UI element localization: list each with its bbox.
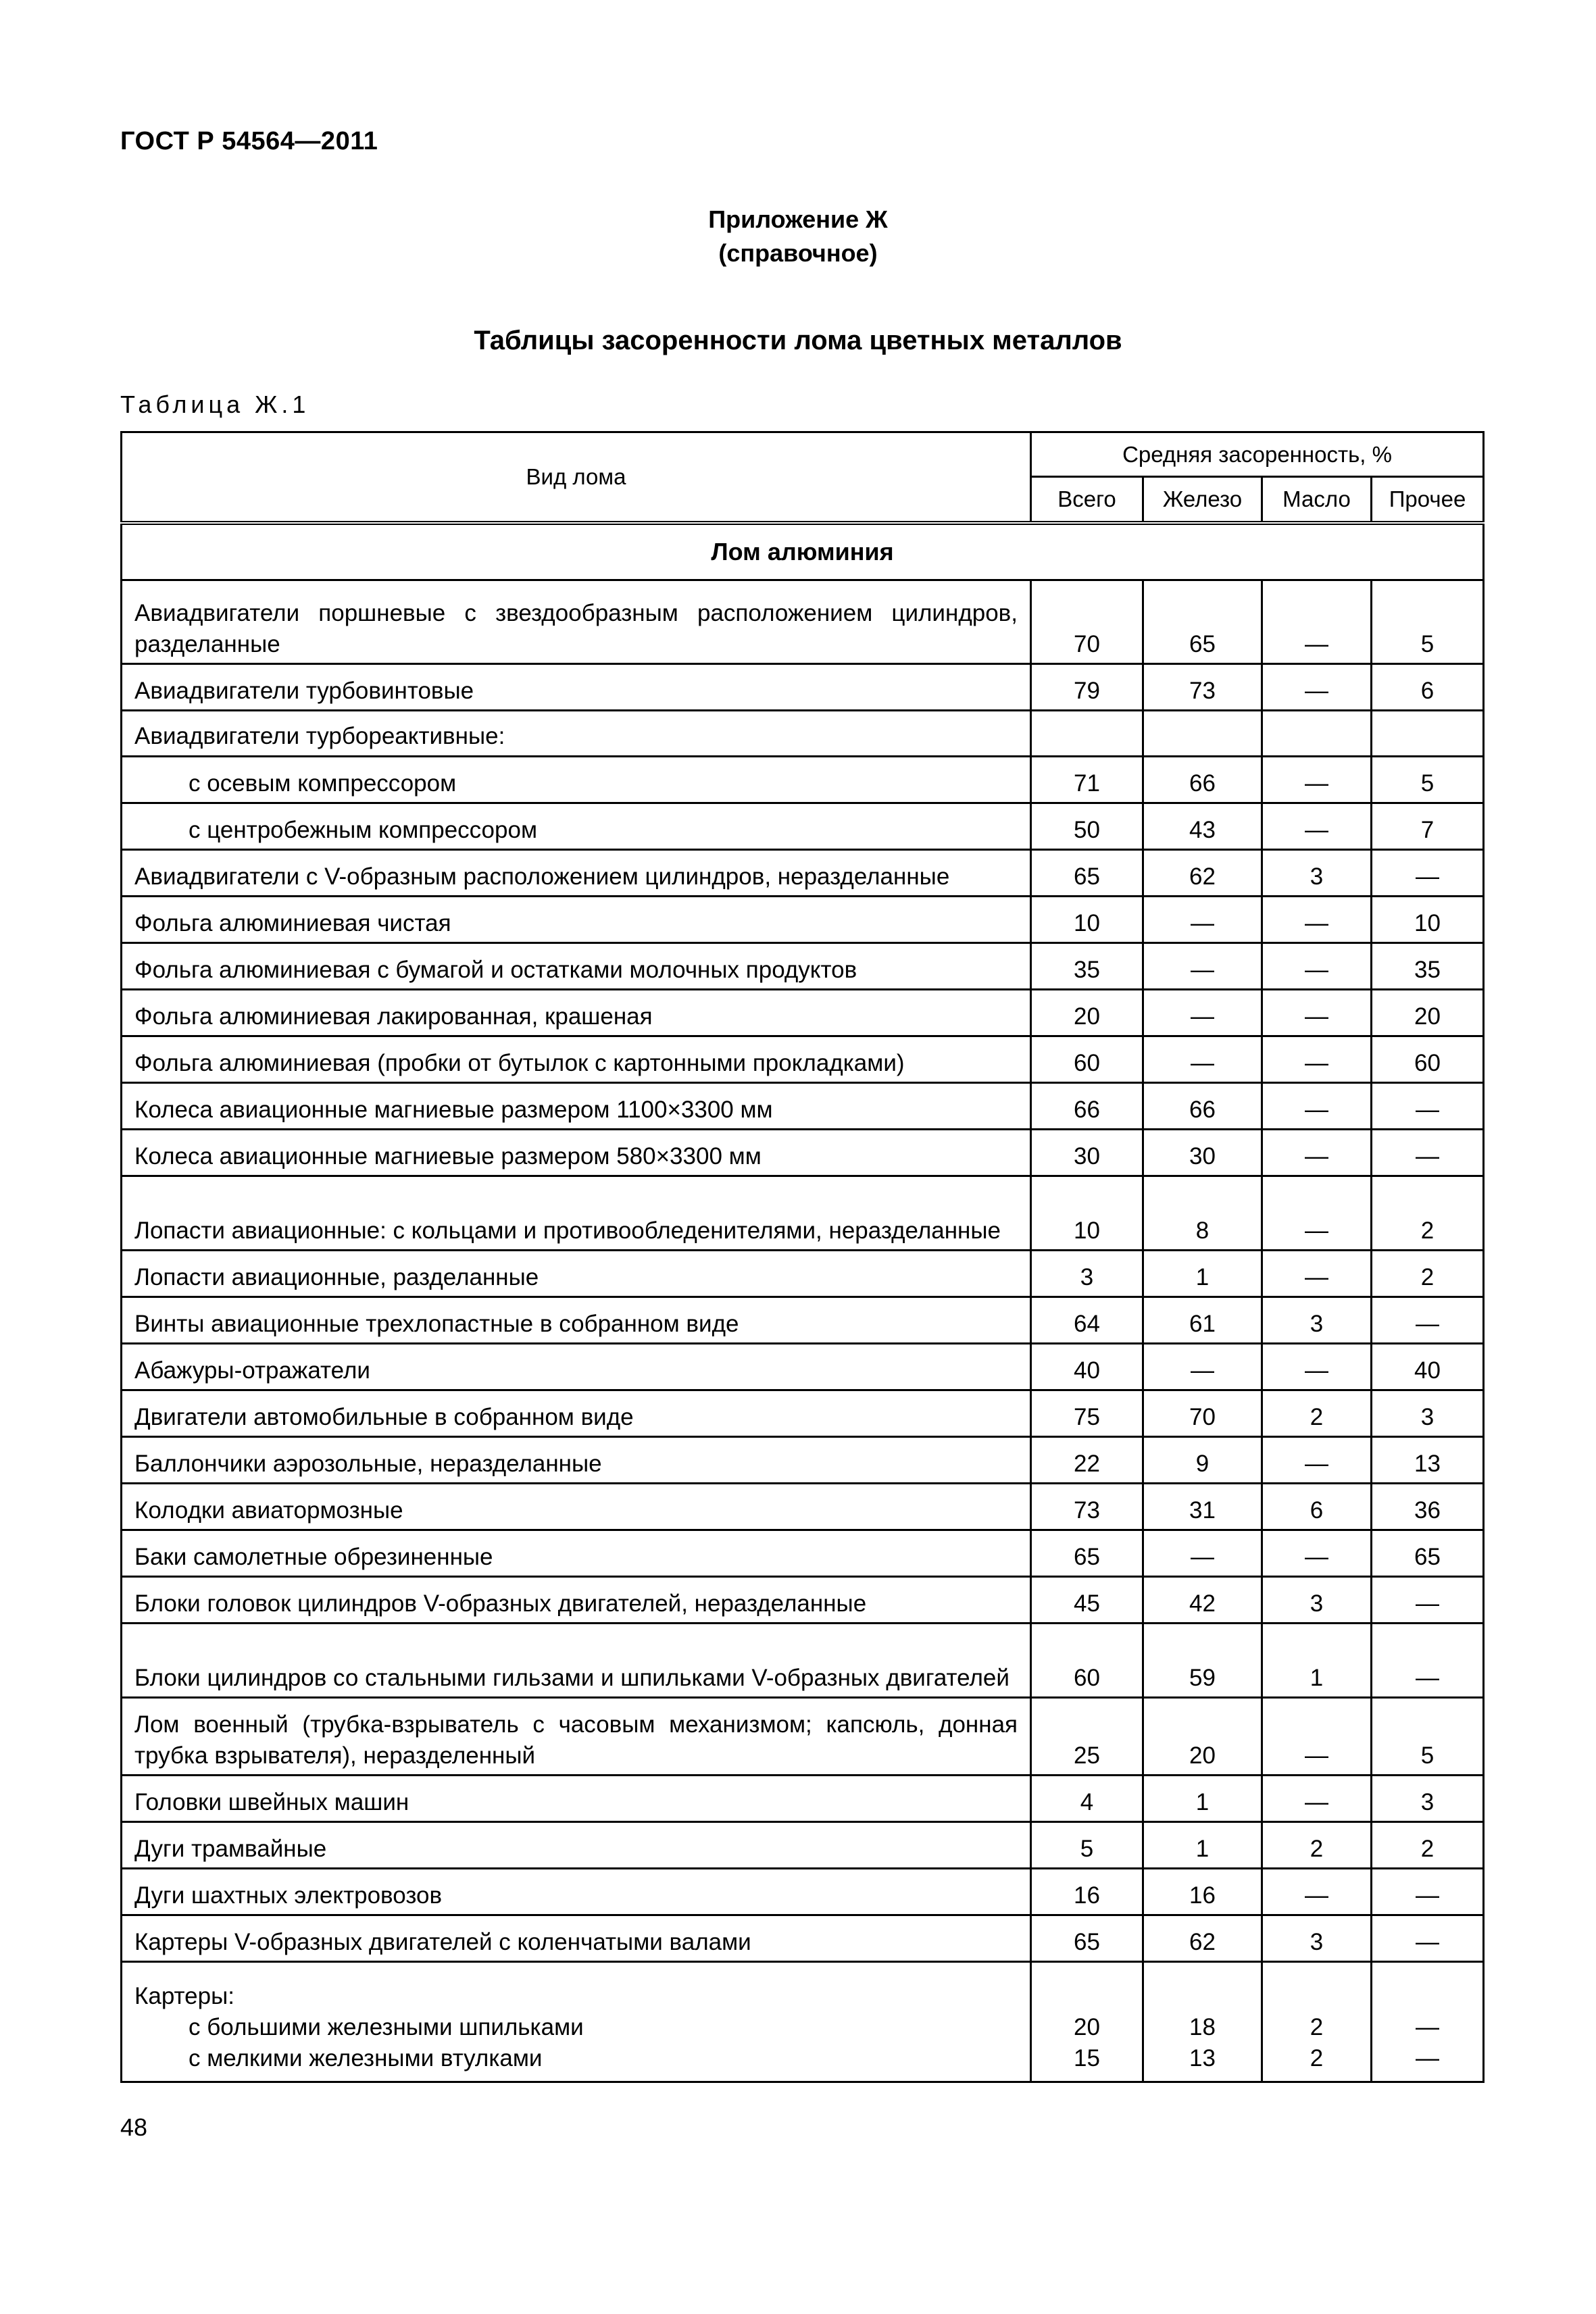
cell-oil: 3 [1262,1297,1372,1343]
cell-scrap-type [122,1576,1031,1623]
cell-total: 65 [1031,1530,1143,1576]
cell-iron [1143,710,1262,756]
column-header-group: Средняя засоренность, % [1031,432,1484,477]
cell-oil: 2 [1262,1821,1372,1868]
cell-scrap-type [122,663,1031,710]
table-row [122,1390,1484,1436]
scrap-type-text: Лопасти авиационные: с кольцами и противообледенителями, неразделанные [134,1217,1001,1244]
table-row [122,1343,1484,1390]
cell-iron: 9 [1143,1436,1262,1483]
cell-scrap-type [122,1775,1031,1821]
cell-oil: — [1262,1775,1372,1821]
scrap-type-text: с осевым компрессором [189,770,457,797]
cell-other: 35 [1372,942,1484,989]
table-row [122,1576,1484,1623]
cell-other: — [1372,1297,1484,1343]
scrap-type-text: Фольга алюминиевая с бумагой и остатками молочных продуктов [134,956,857,983]
document-code: ГОСТ Р 54564—2011 [120,127,378,155]
cell-iron: 30 [1143,1129,1262,1176]
cell-other: 40 [1372,1343,1484,1390]
table-row [122,580,1484,663]
table-row [122,1036,1484,1082]
table-row [122,1483,1484,1530]
scrap-type-text: Баки самолетные обрезиненные [134,1543,493,1570]
cell-scrap-type [122,1297,1031,1343]
group-item-value: 20 [1074,2013,1100,2040]
table-row [122,1176,1484,1250]
cell-scrap-type [122,1436,1031,1483]
cell-iron: 16 [1143,1868,1262,1915]
table-row [122,849,1484,896]
scrap-type-text: Авиадвигатели турбореактивные: [134,722,505,749]
scrap-type-text: Фольга алюминиевая чистая [134,909,451,936]
cell-other: — [1372,849,1484,896]
scrap-type-text: Колеса авиационные магниевые размером 580×3300 мм [134,1142,762,1169]
table-row [122,1868,1484,1915]
cell-oil: 3 [1262,1915,1372,1961]
cell-scrap-type [122,580,1031,663]
cell-other: — [1372,1082,1484,1129]
cell-scrap-type [122,1821,1031,1868]
scrap-type-text: Лом военный (трубка-взрыватель с часовым механизмом; капсюль, донная трубка взрывателя), неразделенный [134,1711,1018,1769]
cell-total: 75 [1031,1390,1143,1436]
cell-total: 16 [1031,1868,1143,1915]
cell-iron: 42 [1143,1576,1262,1623]
cell-oil: 2 [1262,1390,1372,1436]
cell-total: 10 [1031,1176,1143,1250]
cell-scrap-type [122,1697,1031,1775]
cell-total: 5 [1031,1821,1143,1868]
cell-scrap-type [122,1390,1031,1436]
cell-oil: — [1262,580,1372,663]
cell-scrap-type [122,1176,1031,1250]
cell-iron: 62 [1143,849,1262,896]
scrap-type-text: Блоки головок цилиндров V-образных двигателей, неразделанные [134,1590,867,1617]
cell-other: — [1372,1129,1484,1176]
scrap-type-text: Винты авиационные трехлопастные в собранном виде [134,1310,739,1337]
cell-scrap-type [122,710,1031,756]
group-item-value: 13 [1189,2044,1216,2071]
cell-other: 2 [1372,1176,1484,1250]
cell-other: 2 [1372,1250,1484,1297]
cell-total: 60 [1031,1623,1143,1697]
cell-other: 10 [1372,896,1484,942]
cell-total: 65 [1031,1915,1143,1961]
cell-other: 6 [1372,663,1484,710]
cell-iron: — [1143,896,1262,942]
cell-oil: — [1262,1036,1372,1082]
cell-scrap-type [122,756,1031,803]
scrap-type-text: Блоки цилиндров со стальными гильзами и шпильками V-образных двигателей [134,1664,1009,1691]
cell-total: 70 [1031,580,1143,663]
cell-total: 64 [1031,1297,1143,1343]
cell-scrap-type [122,1961,1031,2082]
scrap-type-text: Фольга алюминиевая (пробки от бутылок с картонными прокладками) [134,1049,905,1076]
page-number: 48 [120,2113,148,2141]
cell-scrap-type [122,849,1031,896]
scrap-type-text: Колодки авиатормозные [134,1496,403,1524]
scrap-type-text: Картеры V-образных двигателей с коленчатыми валами [134,1928,751,1955]
column-header-iron: Железо [1143,477,1262,523]
cell-scrap-type [122,1343,1031,1390]
cell-total [1031,710,1143,756]
appendix-heading [0,203,1596,270]
scrap-type-text: Дуги трамвайные [134,1835,327,1862]
scrap-type-text: Головки швейных машин [134,1788,409,1815]
cell-iron: 73 [1143,663,1262,710]
table-row [122,942,1484,989]
cell-oil: 1 [1262,1623,1372,1697]
cell-iron: 70 [1143,1390,1262,1436]
cell-oil: — [1262,989,1372,1036]
table-row [122,663,1484,710]
cell-oil: — [1262,663,1372,710]
group-item: с большими железными шпильками [189,2013,584,2040]
cell-scrap-type [122,1623,1031,1697]
cell-oil: — [1262,1436,1372,1483]
cell-iron: 1 [1143,1775,1262,1821]
appendix-subtitle: (справочное) [718,239,878,267]
cell-other: 20 [1372,989,1484,1036]
scrap-type-text: Абажуры-отражатели [134,1357,370,1384]
group-item-value: 18 [1189,2013,1216,2040]
table-row [122,1821,1484,1868]
cell-scrap-type [122,803,1031,849]
table-row [122,1436,1484,1483]
cell-oil: — [1262,1250,1372,1297]
scrap-type-text: Баллончики аэрозольные, неразделанные [134,1450,602,1477]
table-row [122,1915,1484,1961]
cell-other: 65 [1372,1530,1484,1576]
table-row [122,1775,1484,1821]
cell-iron: 1 [1143,1250,1262,1297]
table-row [122,756,1484,803]
column-header-other: Прочее [1372,477,1484,523]
cell-iron: 66 [1143,756,1262,803]
cell-oil: — [1262,942,1372,989]
cell-iron: 43 [1143,803,1262,849]
group-title: Картеры: [134,1982,234,2009]
scrap-type-text: Лопасти авиационные, разделанные [134,1263,539,1290]
cell-iron: 31 [1143,1483,1262,1530]
cell-other: 7 [1372,803,1484,849]
cell-other: 60 [1372,1036,1484,1082]
cell-total: 20 [1031,989,1143,1036]
cell-iron [1143,1961,1262,2082]
cell-other: — [1372,1576,1484,1623]
cell-total: 4 [1031,1775,1143,1821]
table-row [122,1623,1484,1697]
cell-total: 71 [1031,756,1143,803]
cell-other: — [1372,1915,1484,1961]
column-header-oil: Масло [1262,477,1372,523]
cell-total: 66 [1031,1082,1143,1129]
cell-other: 13 [1372,1436,1484,1483]
cell-other [1372,710,1484,756]
cell-other: 3 [1372,1775,1484,1821]
cell-oil [1262,1961,1372,2082]
appendix-title: Приложение Ж [708,205,888,233]
table-row [122,989,1484,1036]
cell-total: 60 [1031,1036,1143,1082]
cell-total: 45 [1031,1576,1143,1623]
cell-iron: — [1143,1530,1262,1576]
cell-total: 10 [1031,896,1143,942]
cell-other: 3 [1372,1390,1484,1436]
cell-total: 3 [1031,1250,1143,1297]
cell-other: — [1372,1868,1484,1915]
table-row [122,1250,1484,1297]
cell-oil: — [1262,756,1372,803]
group-item-value: 15 [1074,2044,1100,2071]
cell-total: 25 [1031,1697,1143,1775]
cell-oil: — [1262,1697,1372,1775]
cell-iron: 65 [1143,580,1262,663]
cell-total: 35 [1031,942,1143,989]
cell-other: 5 [1372,580,1484,663]
cell-oil: — [1262,896,1372,942]
cell-iron: 1 [1143,1821,1262,1868]
cell-iron: — [1143,1036,1262,1082]
scrap-type-text: Двигатели автомобильные в собранном виде [134,1403,634,1430]
cell-scrap-type [122,896,1031,942]
table-row [122,1129,1484,1176]
cell-scrap-type [122,1530,1031,1576]
table-row [122,896,1484,942]
cell-total: 50 [1031,803,1143,849]
cell-iron: 20 [1143,1697,1262,1775]
group-item: с мелкими железными втулками [189,2044,543,2071]
cell-scrap-type [122,1082,1031,1129]
scrap-type-text: с центробежным компрессором [189,816,538,843]
cell-iron: 62 [1143,1915,1262,1961]
scrap-type-text: Фольга алюминиевая лакированная, крашеная [134,1003,653,1030]
cell-oil [1262,710,1372,756]
cell-iron: — [1143,1343,1262,1390]
cell-oil: — [1262,1530,1372,1576]
column-header-name: Вид лома [122,432,1031,523]
table-label: Таблица Ж.1 [120,391,310,418]
cell-scrap-type [122,1129,1031,1176]
cell-scrap-type [122,942,1031,989]
cell-scrap-type [122,1868,1031,1915]
group-item-value: 2 [1310,2013,1324,2040]
cell-scrap-type [122,1036,1031,1082]
page-title: Таблицы засоренности лома цветных металлов [474,326,1122,355]
scrap-type-text: Авиадвигатели поршневые с звездообразным расположением цилиндров, разделанные [134,599,1018,657]
table-row-group [122,1961,1484,2082]
table-row [122,710,1484,756]
cell-total: 22 [1031,1436,1143,1483]
cell-total: 79 [1031,663,1143,710]
cell-scrap-type [122,989,1031,1036]
table-row [122,1530,1484,1576]
cell-oil: — [1262,1129,1372,1176]
group-item-value: — [1416,2044,1440,2071]
cell-oil: — [1262,1343,1372,1390]
cell-iron: — [1143,942,1262,989]
column-header-total: Всего [1031,477,1143,523]
cell-iron: 66 [1143,1082,1262,1129]
cell-other: 5 [1372,756,1484,803]
cell-oil: — [1262,1082,1372,1129]
cell-iron: 8 [1143,1176,1262,1250]
table-row [122,1297,1484,1343]
cell-other: 5 [1372,1697,1484,1775]
cell-iron: 59 [1143,1623,1262,1697]
group-item-value: 2 [1310,2044,1324,2071]
cell-oil: — [1262,803,1372,849]
cell-total: 65 [1031,849,1143,896]
cell-other: 2 [1372,1821,1484,1868]
cell-oil: — [1262,1868,1372,1915]
table-row [122,803,1484,849]
cell-iron: 61 [1143,1297,1262,1343]
cell-total [1031,1961,1143,2082]
cell-total: 40 [1031,1343,1143,1390]
scrap-type-text: Авиадвигатели турбовинтовые [134,677,474,704]
scrap-type-text: Дуги шахтных электровозов [134,1882,443,1909]
cell-oil: — [1262,1176,1372,1250]
cell-scrap-type [122,1483,1031,1530]
cell-other: — [1372,1623,1484,1697]
table-row [122,1082,1484,1129]
cell-scrap-type [122,1250,1031,1297]
table-row [122,1697,1484,1775]
cell-other [1372,1961,1484,2082]
cell-oil: 6 [1262,1483,1372,1530]
cell-iron: — [1143,989,1262,1036]
cell-oil: 3 [1262,1576,1372,1623]
cell-oil: 3 [1262,849,1372,896]
cell-total: 30 [1031,1129,1143,1176]
cell-other: 36 [1372,1483,1484,1530]
section-heading: Лом алюминия [122,523,1484,580]
group-item-value: — [1416,2013,1440,2040]
scrap-type-text: Колеса авиационные магниевые размером 1100×3300 мм [134,1096,773,1123]
cell-scrap-type [122,1915,1031,1961]
scrap-contamination-table [120,431,1485,2083]
scrap-type-text: Авиадвигатели с V-образным расположением цилиндров, неразделанные [134,863,950,890]
cell-total: 73 [1031,1483,1143,1530]
